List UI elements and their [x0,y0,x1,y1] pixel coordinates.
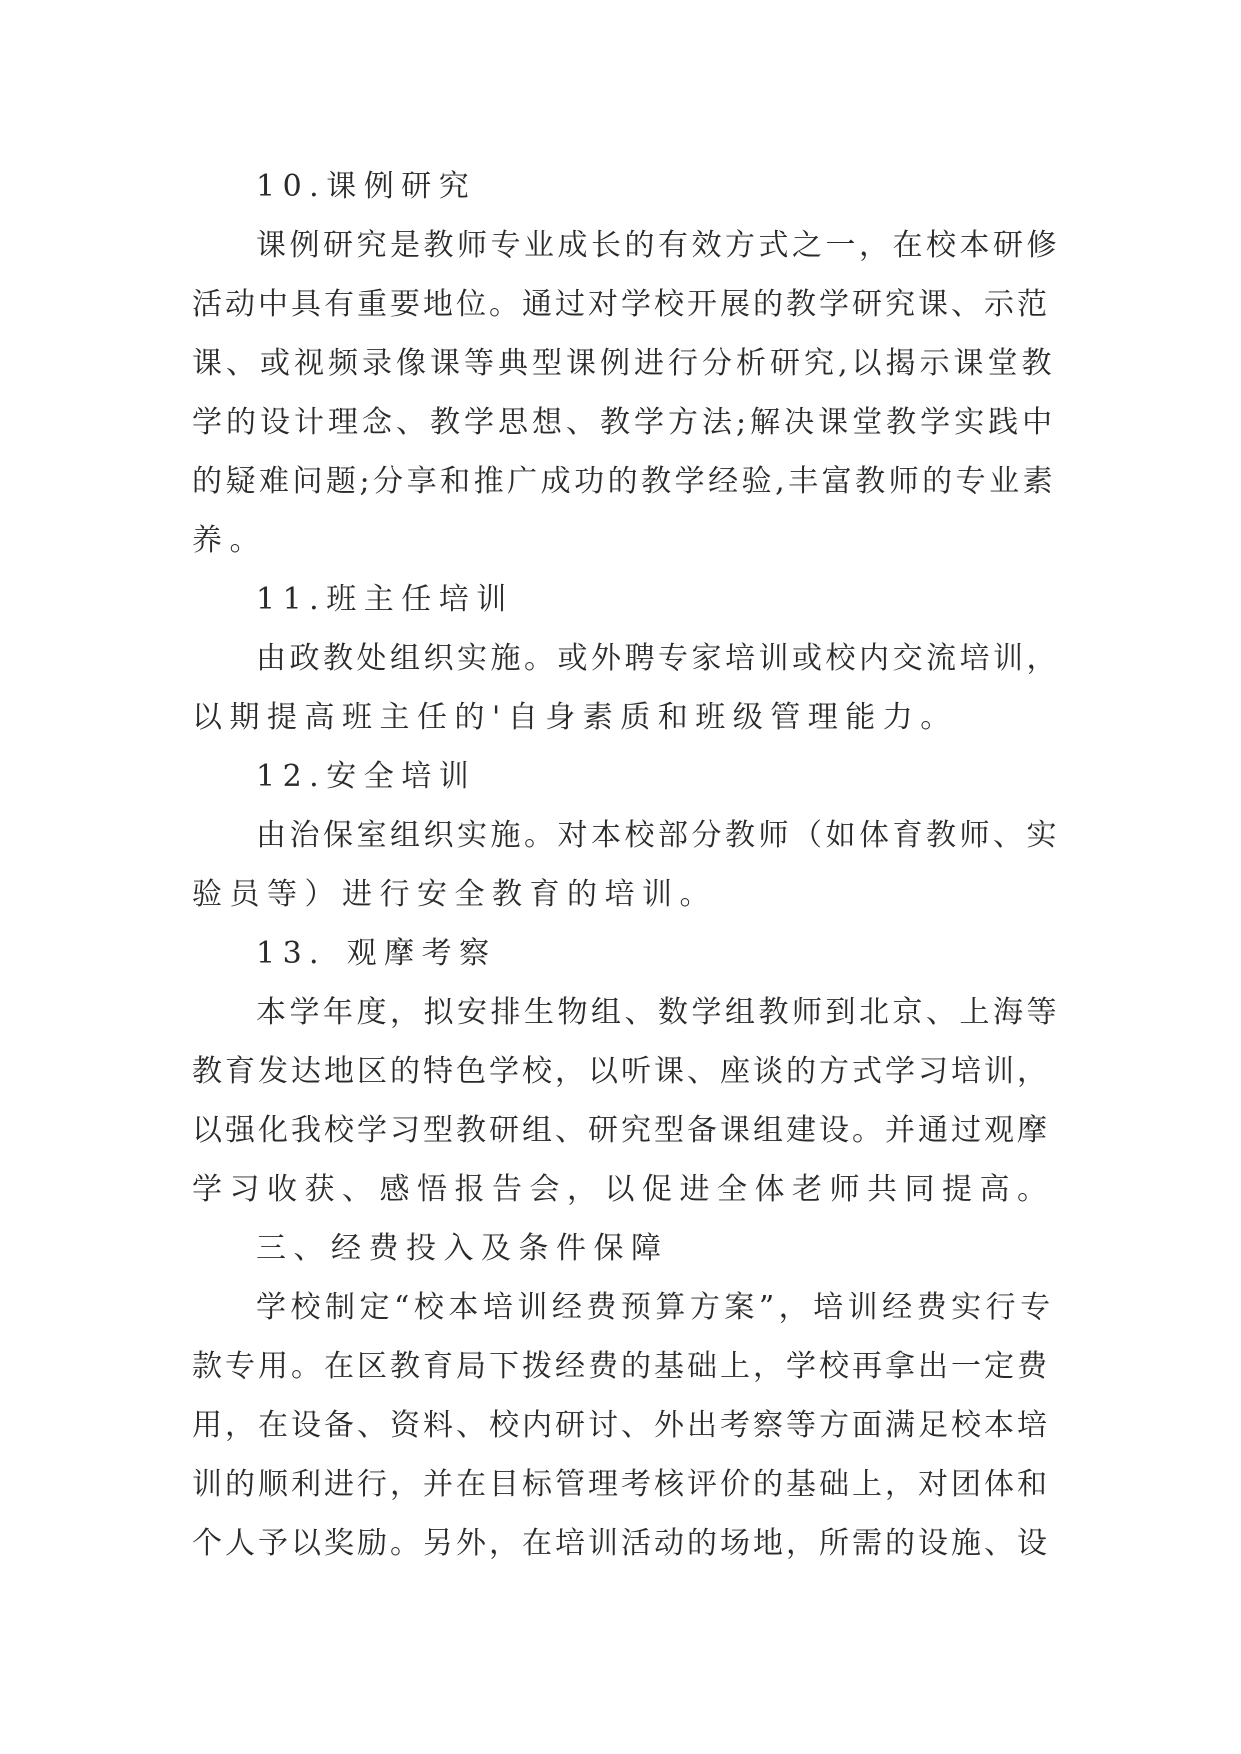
paragraph-line: 以强化我校学习型教研组、研究型备课组建设。并通过观摩 [192,1113,1050,1148]
paragraph-line: 款专用。在区教育局下拨经费的基础上，学校再拿出一定费 [192,1349,1050,1384]
paragraph-line: 的疑难问题;分享和推广成功的教学经验,丰富教师的专业素 [192,464,1057,499]
paragraph-line: 验员等）进行安全教育的培训。 [192,877,717,912]
section-heading-funding: 三、经费投入及条件保障 [256,1231,669,1266]
section-heading-head-teacher-training: 11.班主任培训 [256,582,514,617]
paragraph-line: 教育发达地区的特色学校，以听课、座谈的方式学习培训， [192,1054,1050,1089]
paragraph-line: 课、或视频录像课等典型课例进行分析研究,以揭示课堂教 [192,346,1056,381]
section-heading-observation-visit: 13．观摩考察 [256,936,497,971]
paragraph-line: 以期提高班主任的'自身素质和班级管理能力。 [192,700,958,735]
paragraph-line: 学习收获、感悟报告会，以促进全体老师共同提高。 [192,1172,1055,1207]
paragraph-line: 养。 [192,523,267,558]
paragraph-line: 活动中具有重要地位。通过对学校开展的教学研究课、示范 [192,287,1050,322]
paragraph-line: 由治保室组织实施。对本校部分教师（如体育教师、实 [256,818,1060,853]
paragraph-line: 学的设计理念、教学思想、教学方法;解决课堂教学实践中 [192,405,1057,440]
paragraph-line: 学校制定“校本培训经费预算方案”，培训经费实行专 [256,1290,1055,1325]
paragraph-line: 课例研究是教师专业成长的有效方式之一，在校本研修 [256,228,1060,263]
paragraph-line: 由政教处组织实施。或外聘专家培训或校内交流培训， [256,641,1060,676]
paragraph-line: 本学年度，拟安排生物组、数学组教师到北京、上海等 [256,995,1060,1030]
paragraph-line: 用，在设备、资料、校内研讨、外出考察等方面满足校本培 [192,1408,1050,1443]
paragraph-line: 个人予以奖励。另外，在培训活动的场地，所需的设施、设 [192,1526,1050,1561]
section-heading-case-study: 10.课例研究 [256,169,477,204]
paragraph-line: 训的顺利进行，并在目标管理考核评价的基础上，对团体和 [192,1467,1050,1502]
section-heading-safety-training: 12.安全培训 [256,759,477,794]
